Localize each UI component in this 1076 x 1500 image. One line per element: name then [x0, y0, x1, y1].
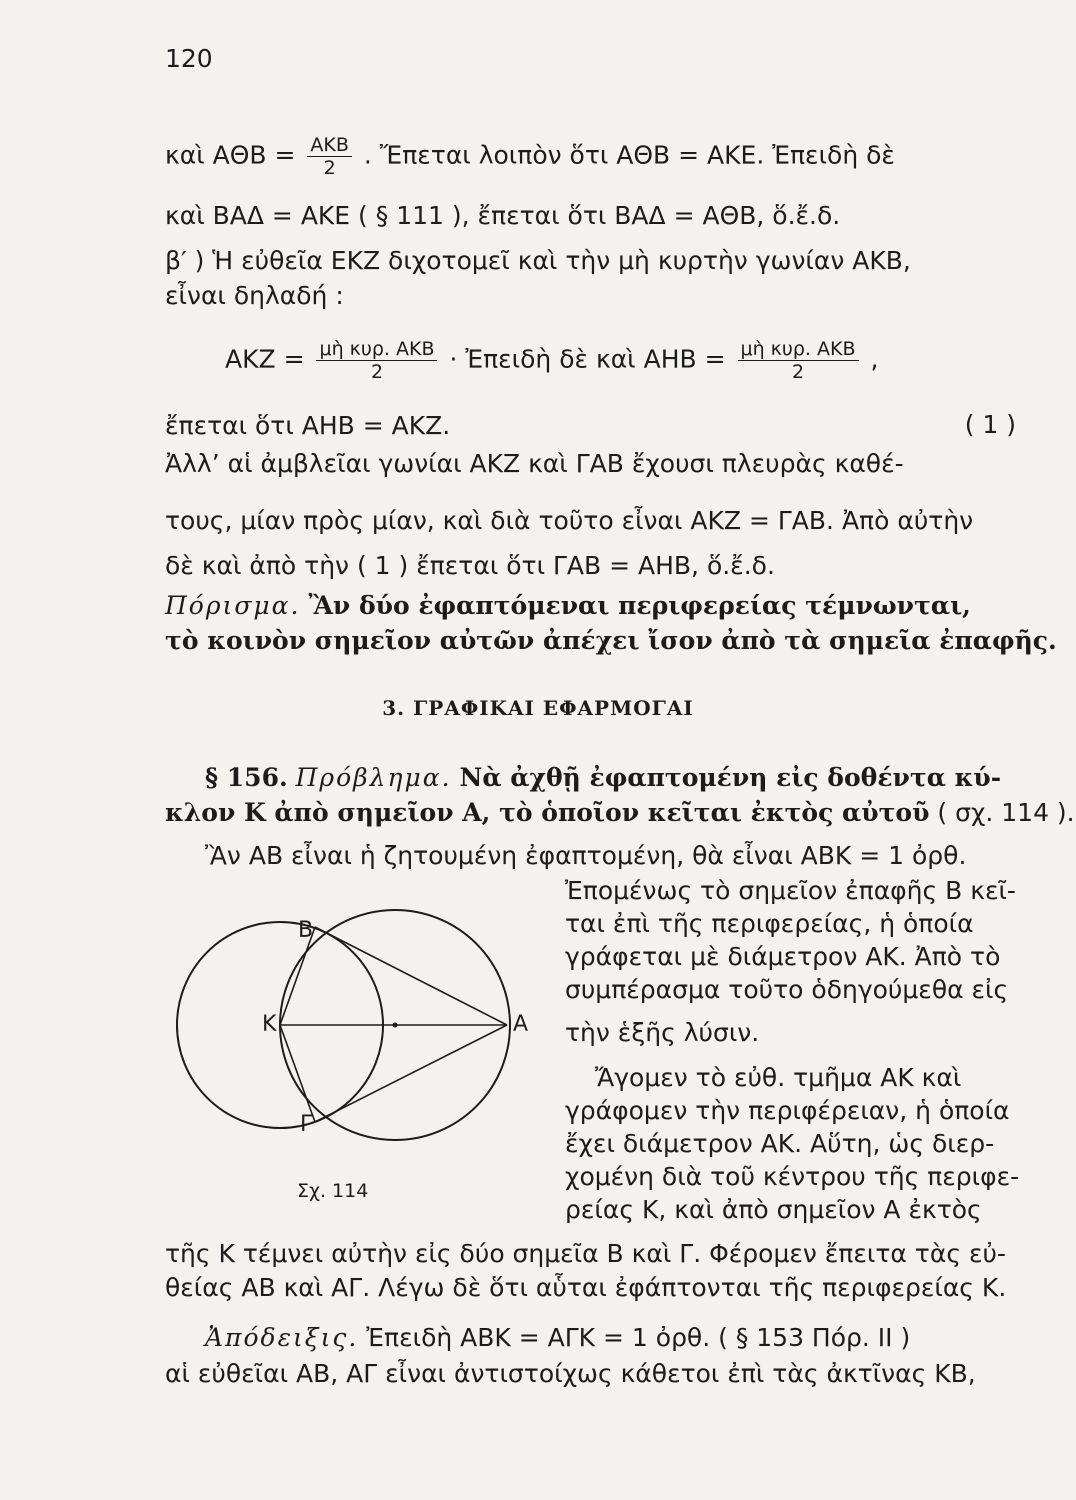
line-13: κλον Κ ἀπὸ σημεῖον Α, τὸ ὁποῖον κεῖται ἐκτὸς αὐτοῦ ( σχ. 114 ).: [165, 798, 1075, 827]
column-line-8: ἔχει διάμετρον ΑΚ. Αὕτη, ὡς διερ-: [565, 1129, 995, 1158]
line-8: τους, μίαν πρὸς μίαν, καὶ διὰ τοῦτο εἶναι ΑΚΖ = ΓΑΒ. Ἀπὸ αὐτὴν: [165, 506, 974, 535]
column-line-2: ται ἐπὶ τῆς περιφερείας, ἡ ὁποία: [565, 909, 974, 938]
line-17-proof: Ἀπόδειξις. Ἐπειδὴ ΑΒΚ = ΑΓΚ = 1 ὀρθ. ( § 153 Πόρ. ΙΙ ): [205, 1323, 911, 1352]
fraction-non-convex-akb-1: $\frac{\text{μὴ κυρ. ΑΚΒ}}{2}$: [316, 338, 437, 383]
line-10-corollary: Πόρισμα. Ἂν δύο ἐφαπτόμεναι περιφερείας τέμνωνται,: [165, 591, 971, 620]
line-7: Ἀλλ’ αἱ ἀμβλεῖαι γωνίαι ΑΚΖ καὶ ΓΑΒ ἔχουσι πλευρὰς καθέ-: [165, 449, 904, 478]
tangent-ab: [315, 927, 507, 1025]
corollary-label: Πόρισμα.: [165, 591, 301, 620]
column-line-10: ρείας Κ, καὶ ἀπὸ σημεῖον Α ἐκτὸς: [565, 1195, 982, 1224]
segment-kg: [280, 1025, 315, 1122]
center-point: [393, 1023, 398, 1028]
column-line-1: Ἐπομένως τὸ σημεῖον ἐπαφῆς Β κεῖ-: [565, 876, 1016, 905]
column-line-7: γράφομεν τὴν περιφέρειαν, ἡ ὁποία: [565, 1096, 1010, 1125]
line-5-equation: ΑΚΖ = $\frac{\text{μὴ κυρ. ΑΚΒ}}{2}$ · Ἐπειδὴ δὲ καὶ ΑΗΒ = $\frac{\text{μὴ κυρ. ΑΚΒ}}{2}$ ,: [225, 338, 879, 383]
line-2: καὶ ΒΑΔ = ΑΚΕ ( § 111 ), ἔπεται ὅτι ΒΑΔ = ΑΘΒ, ὅ.ἔ.δ.: [165, 201, 841, 230]
line-15: τῆς Κ τέμνει αὐτὴν εἰς δύο σημεῖα Β καὶ Γ. Φέρομεν ἔπειτα τὰς εὐ-: [165, 1239, 1006, 1268]
label-g: Γ: [300, 1112, 313, 1137]
line-4: εἶναι δηλαδή :: [165, 281, 344, 310]
column-line-5: τὴν ἑξῆς λύσιν.: [565, 1018, 760, 1047]
column-line-3: γράφεται μὲ διάμετρον ΑΚ. Ἀπὸ τὸ: [565, 942, 1001, 971]
line-9: δὲ καὶ ἀπὸ τὴν ( 1 ) ἔπεται ὅτι ΓΑΒ = ΑΗΒ, ὅ.ἔ.δ.: [165, 551, 775, 580]
label-b: Β: [298, 918, 314, 943]
fraction-non-convex-akb-2: $\frac{\text{μὴ κυρ. ΑΚΒ}}{2}$: [738, 338, 859, 383]
figure-114: [180, 900, 560, 1200]
line-18: αἱ εὐθεῖαι ΑΒ, ΑΓ εἶναι ἀντιστοίχως κάθετοι ἐπὶ τὰς ἀκτῖνας ΚΒ,: [165, 1359, 976, 1388]
section-heading: 3. ΓΡΑΦΙΚΑΙ ΕΦΑΡΜΟΓΑΙ: [382, 696, 694, 720]
figure-reference: ( σχ. 114 ).: [937, 798, 1075, 827]
label-k: Κ: [262, 1012, 277, 1037]
page-number: 120: [165, 44, 213, 73]
line-14: Ἂν ΑΒ εἶναι ἡ ζητουμένη ἐφαπτομένη, θὰ εἶναι ΑΒΚ = 1 ὀρθ.: [205, 841, 967, 870]
label-a: Α: [513, 1012, 529, 1037]
fraction-akb-half: $\frac{\text{ΑΚΒ}}{2}$: [307, 134, 352, 179]
line-3: β′ ) Ἡ εὐθεῖα ΕΚΖ διχοτομεῖ καὶ τὴν μὴ κυρτὴν γωνίαν ΑΚΒ,: [165, 246, 911, 275]
line-16: θείας ΑΒ καὶ ΑΓ. Λέγω δὲ ὅτι αὗται ἐφάπτονται τῆς περιφερείας Κ.: [165, 1273, 1007, 1302]
problem-label: Πρόβλημα.: [295, 763, 452, 792]
line-1: καὶ ΑΘΒ = $\frac{\text{ΑΚΒ}}{2}$ . Ἔπεται λοιπὸν ὅτι ΑΘΒ = ΑΚΕ. Ἐπειδὴ δὲ: [165, 134, 895, 179]
line-6: ἔπεται ὅτι ΑΗΒ = ΑΚΖ.: [165, 411, 451, 440]
figure-caption: Σχ. 114: [297, 1180, 369, 1202]
column-line-4: συμπέρασμα τοῦτο ὁδηγούμεθα εἰς: [565, 975, 1009, 1004]
equation-tag-1: ( 1 ): [964, 410, 1016, 439]
column-line-6: Ἄγομεν τὸ εὐθ. τμῆμα ΑΚ καὶ: [595, 1063, 962, 1092]
tangent-ag: [315, 1025, 507, 1122]
section-number: § 156.: [205, 763, 288, 792]
line-12-problem: § 156. Πρόβλημα. Νὰ ἀχθῇ ἐφαπτομένη εἰς δοθέντα κύ-: [205, 763, 1002, 792]
column-line-9: χομένη διὰ τοῦ κέντρου τῆς περιφε-: [565, 1162, 1020, 1191]
line-11: τὸ κοινὸν σημεῖον αὐτῶν ἀπέχει ἴσον ἀπὸ τὰ σημεῖα ἐπαφῆς.: [165, 626, 1057, 655]
proof-label: Ἀπόδειξις.: [205, 1323, 359, 1352]
